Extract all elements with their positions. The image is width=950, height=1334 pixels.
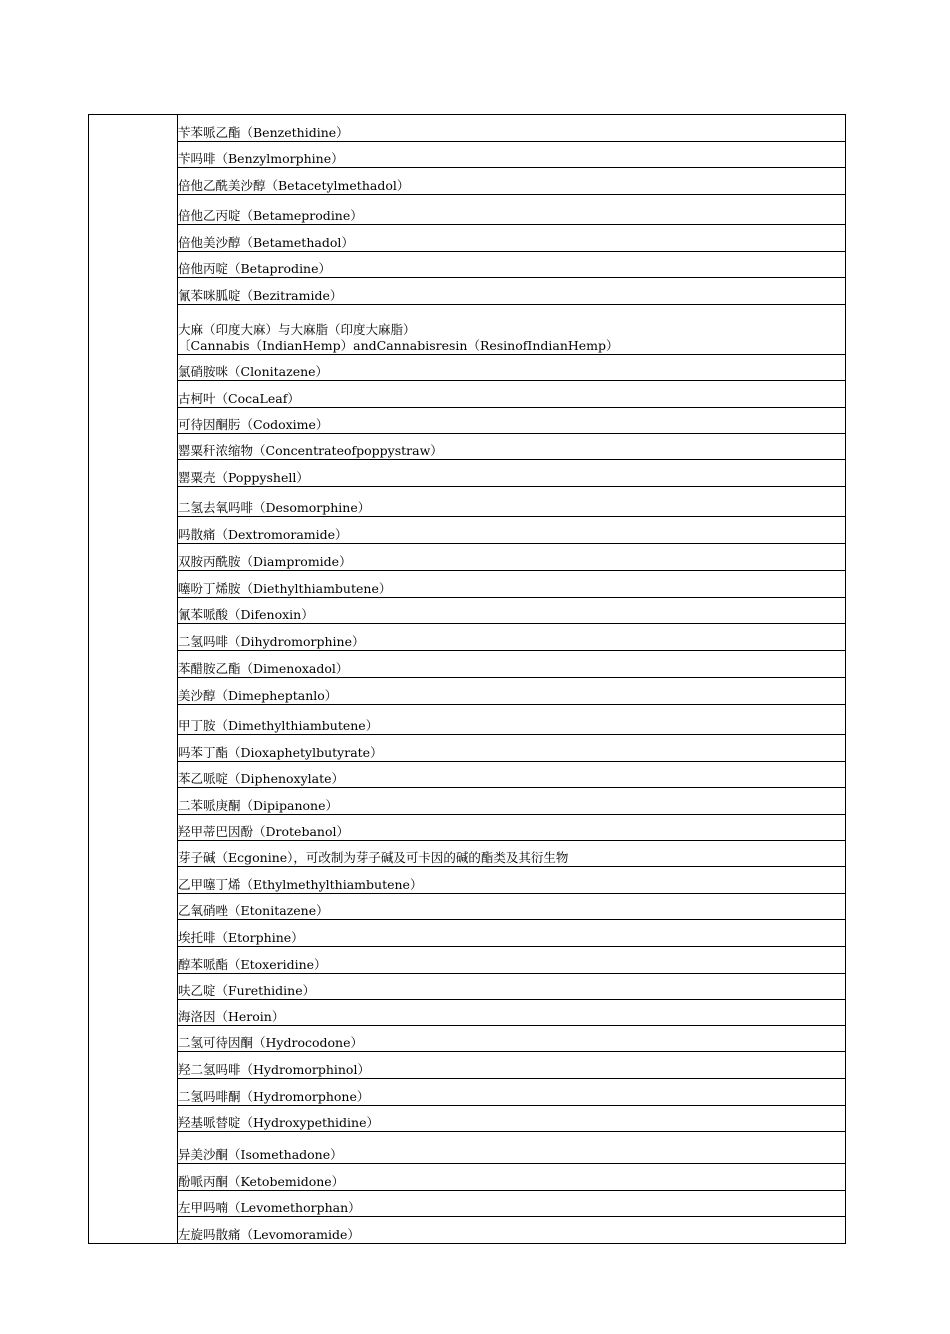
drug-entry: 氰苯咪胍啶（Bezitramide）: [178, 278, 846, 305]
table-row: [89, 252, 846, 278]
drug-entry: 苯乙哌啶（Diphenoxylate）: [178, 762, 846, 788]
drug-entry: 古柯叶（CocaLeaf）: [178, 381, 846, 408]
table-row: [89, 434, 846, 460]
drug-entry: 倍他丙啶（Betaprodine）: [178, 252, 846, 278]
drug-list-table: [88, 114, 846, 1244]
drug-entry: 呋乙啶（Furethidine）: [178, 974, 846, 1000]
table-row: [89, 408, 846, 434]
table-row: [89, 517, 846, 544]
table-row: [89, 815, 846, 841]
table-row: [89, 974, 846, 1000]
table-row: [89, 1106, 846, 1132]
table-row: [89, 920, 846, 947]
drug-entry: 左旋吗散痛（Levomoramide）: [178, 1217, 846, 1244]
table-row: [89, 305, 846, 355]
table-row: [89, 460, 846, 487]
table-row: [89, 195, 846, 225]
drug-entry: 吗苯丁酯（Dioxaphetylbutyrate）: [178, 735, 846, 762]
drug-entry-line: 〔Cannabis（IndianHemp）andCannabisresin（ResinofIndianHemp）: [178, 338, 619, 353]
table-row: [89, 867, 846, 894]
drug-entry: 二氢可待因酮（Hydrocodone）: [178, 1026, 846, 1052]
table-row: [89, 1164, 846, 1191]
table-row: [89, 115, 846, 142]
drug-entry: 罂粟壳（Poppyshell）: [178, 460, 846, 487]
table-row: [89, 678, 846, 705]
table-row: [89, 487, 846, 517]
drug-entry: 甲丁胺（Dimethylthiambutene）: [178, 705, 846, 735]
drug-entry: 美沙醇（Dimepheptanlo）: [178, 678, 846, 705]
drug-entry: 氯硝胺咪（Clonitazene）: [178, 355, 846, 381]
table-row: [89, 1079, 846, 1106]
drug-entry: 双胺丙酰胺（Diampromide）: [178, 544, 846, 571]
table-row: [89, 571, 846, 598]
table-row: [89, 1217, 846, 1244]
drug-entry: 酚哌丙酮（Ketobemidone）: [178, 1164, 846, 1191]
drug-entry: 可待因酮肟（Codoxime）: [178, 408, 846, 434]
drug-entry: 氰苯哌酸（Difenoxin）: [178, 598, 846, 624]
table-row: [89, 1052, 846, 1079]
drug-entry: 左甲吗喃（Levomethorphan）: [178, 1191, 846, 1217]
drug-entry: 吗散痛（Dextromoramide）: [178, 517, 846, 544]
drug-entry-multiline: [178, 305, 846, 355]
drug-entry: 乙氧硝唑（Etonitazene）: [178, 894, 846, 920]
table-row: [89, 1000, 846, 1026]
table-row: [89, 142, 846, 168]
table-row: [89, 651, 846, 678]
table-row: [89, 168, 846, 195]
table-row: [89, 1026, 846, 1052]
drug-entry: 苄苯哌乙酯（Benzethidine）: [178, 115, 846, 142]
drug-entry: 羟二氢吗啡（Hydromorphinol）: [178, 1052, 846, 1079]
table-row: [89, 705, 846, 735]
drug-entry: 倍他美沙醇（Betamethadol）: [178, 225, 846, 252]
table-row: [89, 788, 846, 815]
table-row: [89, 841, 846, 867]
drug-entry: 醇苯哌酯（Etoxeridine）: [178, 947, 846, 974]
drug-entry: 异美沙酮（Isomethadone）: [178, 1132, 846, 1164]
drug-entry: 二苯哌庚酮（Dipipanone）: [178, 788, 846, 815]
table-row: [89, 624, 846, 651]
table-row: [89, 225, 846, 252]
category-column-cell: [89, 115, 178, 1244]
drug-entry: 海洛因（Heroin）: [178, 1000, 846, 1026]
drug-entry: 埃托啡（Etorphine）: [178, 920, 846, 947]
drug-entry-line: 大麻（印度大麻）与大麻脂（印度大麻脂）: [178, 322, 416, 337]
table-row: [89, 947, 846, 974]
table-row: [89, 894, 846, 920]
table-row: [89, 762, 846, 788]
drug-entry: 苯醋胺乙酯（Dimenoxadol）: [178, 651, 846, 678]
table-row: [89, 355, 846, 381]
drug-entry: 乙甲噻丁烯（Ethylmethylthiambutene）: [178, 867, 846, 894]
drug-entry: 苄吗啡（Benzylmorphine）: [178, 142, 846, 168]
drug-entry: 倍他乙酰美沙醇（Betacetylmethadol）: [178, 168, 846, 195]
table-row: [89, 598, 846, 624]
table-row: [89, 1132, 846, 1164]
drug-entry: 羟基哌替啶（Hydroxypethidine）: [178, 1106, 846, 1132]
drug-entry: 二氢去氧吗啡（Desomorphine）: [178, 487, 846, 517]
drug-entry: 羟甲蒂巴因酚（Drotebanol）: [178, 815, 846, 841]
drug-entry: 二氢吗啡酮（Hydromorphone）: [178, 1079, 846, 1106]
drug-entry: 罂粟秆浓缩物（Concentrateofpoppystraw）: [178, 434, 846, 460]
table-row: [89, 278, 846, 305]
table-row: [89, 544, 846, 571]
drug-entry: 噻吩丁烯胺（Diethylthiambutene）: [178, 571, 846, 598]
drug-entry: 芽子碱（Ecgonine），可改制为芽子碱及可卡因的碱的酯类及其衍生物: [178, 841, 846, 867]
table-row: [89, 381, 846, 408]
drug-entry: 倍他乙丙啶（Betameprodine）: [178, 195, 846, 225]
table-row: [89, 1191, 846, 1217]
table-row: [89, 735, 846, 762]
drug-entry: 二氢吗啡（Dihydromorphine）: [178, 624, 846, 651]
